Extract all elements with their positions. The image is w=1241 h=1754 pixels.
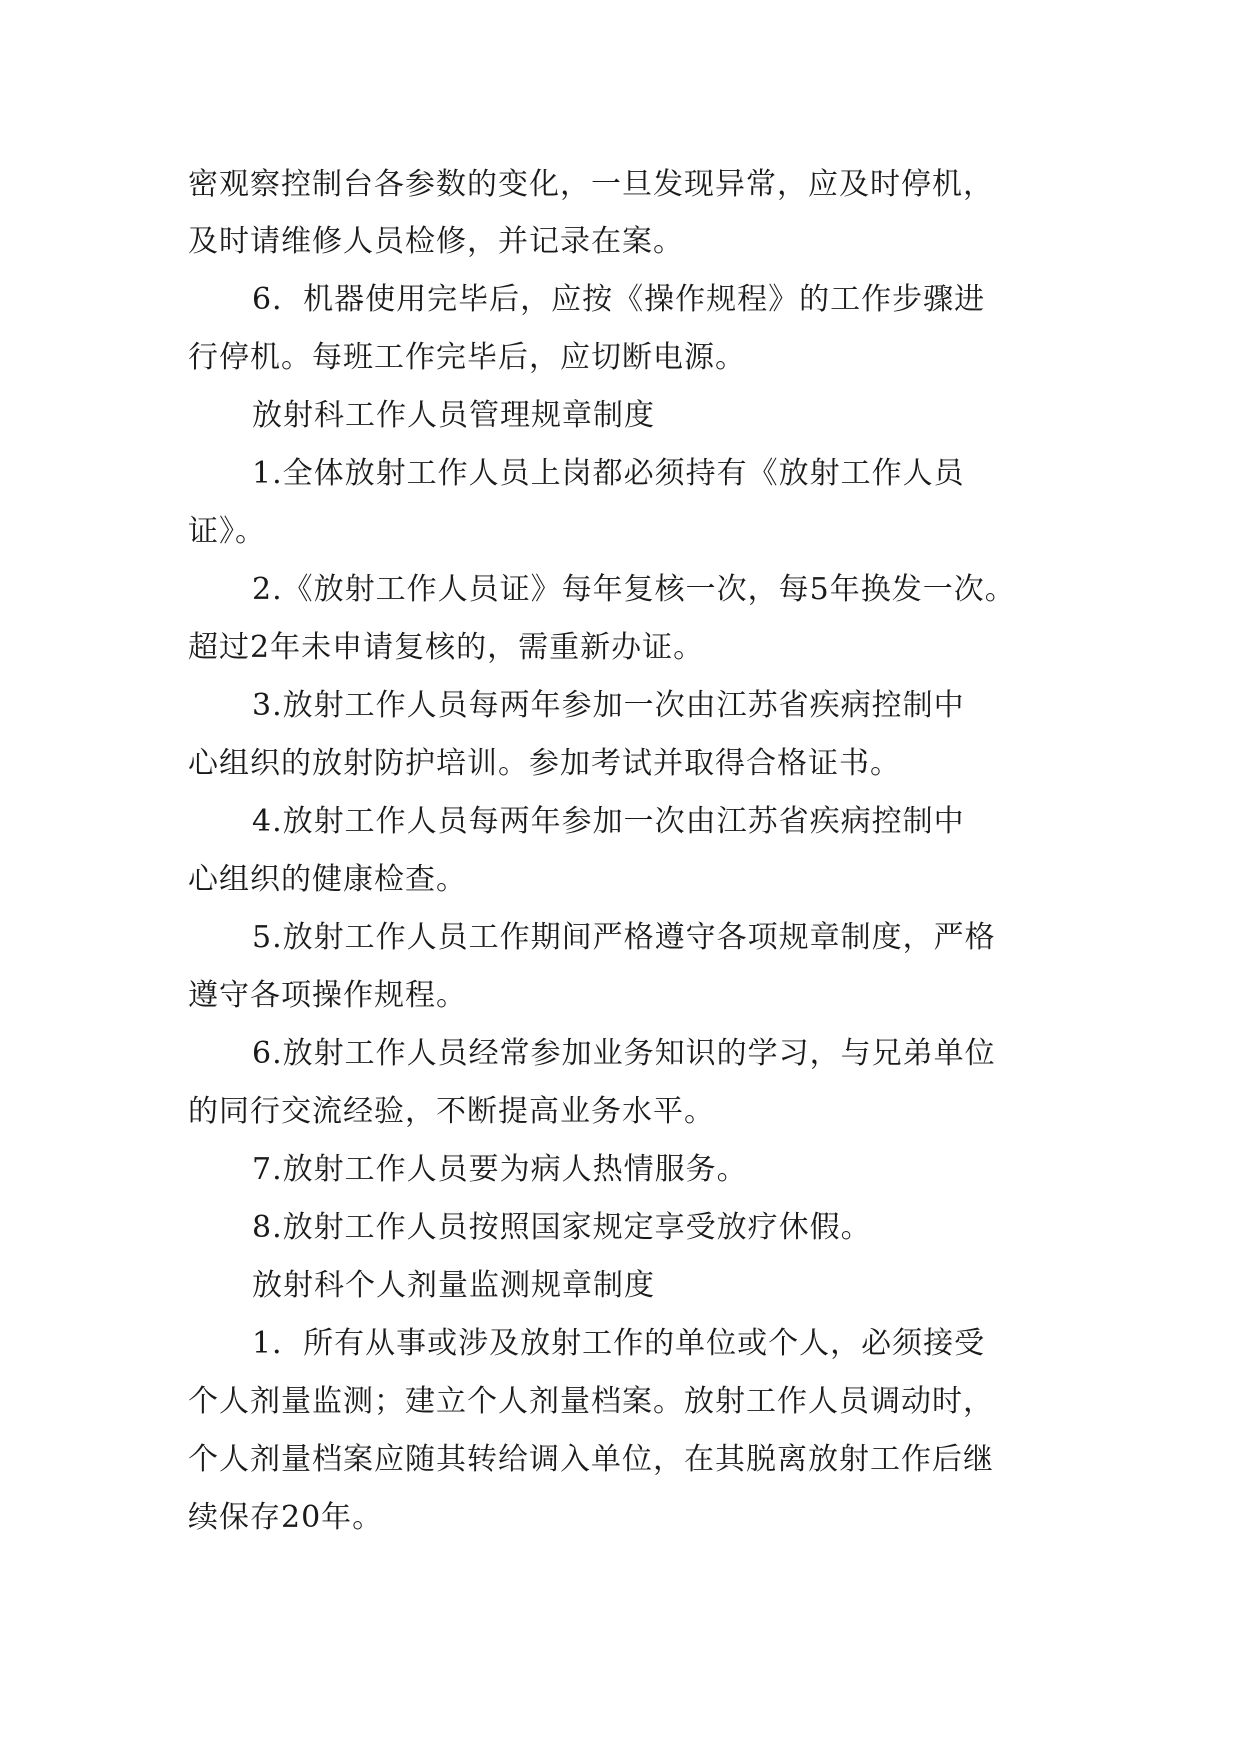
text-line: 的同行交流经验，不断提高业务水平。 <box>188 1094 715 1129</box>
text-line: 4.放射工作人员每两年参加一次由江苏省疾病控制中 <box>252 804 965 839</box>
text-line: 心组织的放射防护培训。参加考试并取得合格证书。 <box>188 746 901 781</box>
text-line: 个人剂量监测；建立个人剂量档案。放射工作人员调动时， <box>188 1384 994 1419</box>
text-line: 心组织的健康检查。 <box>188 862 467 897</box>
text-line: 续保存20年。 <box>188 1500 384 1535</box>
text-line: 1．所有从事或涉及放射工作的单位或个人，必须接受 <box>252 1326 986 1361</box>
text-line: 证》。 <box>188 514 266 549</box>
text-line: 6．机器使用完毕后，应按《操作规程》的工作步骤进 <box>252 282 986 317</box>
text-line: 1.全体放射工作人员上岗都必须持有《放射工作人员 <box>252 456 965 491</box>
text-line: 2.《放射工作人员证》每年复核一次，每5年换发一次。 <box>252 572 1016 607</box>
text-line: 6.放射工作人员经常参加业务知识的学习，与兄弟单位 <box>252 1036 996 1071</box>
text-line: 个人剂量档案应随其转给调入单位，在其脱离放射工作后继 <box>188 1442 994 1477</box>
text-line: 3.放射工作人员每两年参加一次由江苏省疾病控制中 <box>252 688 965 723</box>
text-line: 密观察控制台各参数的变化，一旦发现异常，应及时停机， <box>188 167 994 202</box>
text-line: 超过2年未申请复核的，需重新办证。 <box>188 630 705 665</box>
section-heading: 放射科个人剂量监测规章制度 <box>252 1268 655 1303</box>
text-line: 8.放射工作人员按照国家规定享受放疗休假。 <box>252 1210 872 1245</box>
text-line: 及时请维修人员检修，并记录在案。 <box>188 224 684 259</box>
text-line: 5.放射工作人员工作期间严格遵守各项规章制度，严格 <box>252 920 996 955</box>
text-line: 行停机。每班工作完毕后，应切断电源。 <box>188 340 746 375</box>
text-line: 遵守各项操作规程。 <box>188 978 467 1013</box>
text-line: 7.放射工作人员要为病人热情服务。 <box>252 1152 748 1187</box>
section-heading: 放射科工作人员管理规章制度 <box>252 398 655 433</box>
